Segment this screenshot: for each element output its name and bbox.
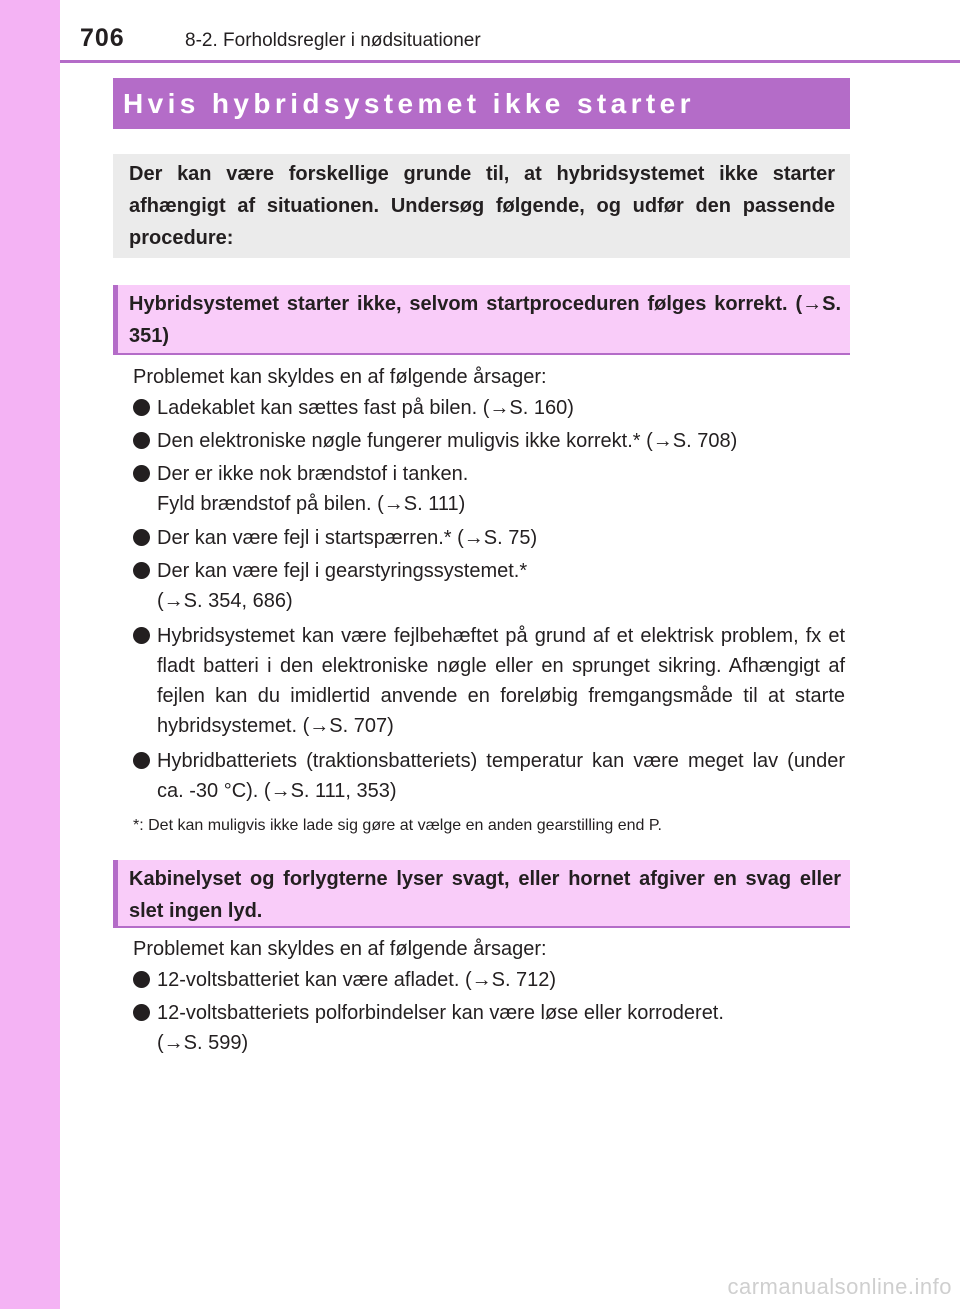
bullet-icon [133, 971, 150, 988]
bullet-icon [133, 465, 150, 482]
intro-text: Der kan være forskellige grunde til, at hybridsystemet ikke starter afhængigt af situationen. Undersøg følgende, og udfør den passende procedure: [129, 163, 835, 249]
section2-heading-box [113, 860, 850, 928]
section2-lead: Problemet kan skyldes en af følgende årsager: [133, 938, 547, 960]
footnote: *: Det kan muligvis ikke lade sig gøre at vælge en anden gearstilling end P. [133, 817, 662, 834]
list-item [133, 523, 845, 553]
section-path: 8-2. Forholdsregler i nødsituationer [185, 30, 481, 51]
page-header [0, 0, 960, 62]
list-item [133, 998, 845, 1058]
list-item-continuation: Fyld brændstof på bilen. (→S. 111) [157, 493, 466, 515]
section1-heading-box [113, 285, 850, 355]
list-item-text: Der kan være fejl i startspærren.* (→S. 75) [157, 527, 538, 549]
bullet-icon [133, 529, 150, 546]
bullet-icon [133, 399, 150, 416]
list-item-text: Der kan være fejl i gearstyringssystemet.* [157, 560, 528, 582]
section1-heading-bar [113, 285, 118, 353]
page-title-bar [113, 78, 850, 129]
list-item-continuation: (→S. 599) [157, 1032, 249, 1054]
list-item-text: Ladekablet kan sættes fast på bilen. (→S. 160) [157, 397, 574, 419]
list-item [133, 965, 845, 995]
list-item-text: Hybridsystemet kan være fejlbehæftet på grund af et elektrisk problem, fx et fladt batteri i den elektroniske nøgle eller en sprunget sikring. Afhængigt af fejlen kan du imidlertid anvende en foreløbig fremgangsmåde til at starte hybridsystemet. (→S. 707) [157, 625, 845, 737]
bullet-icon [133, 562, 150, 579]
bullet-icon [133, 627, 150, 644]
list-item-text: Der er ikke nok brændstof i tanken. [157, 463, 469, 485]
list-item-text: 12-voltsbatteriets polforbindelser kan være løse eller korroderet. [157, 1002, 724, 1024]
list-item [133, 746, 845, 806]
list-item [133, 621, 845, 741]
list-item-text: Den elektroniske nøgle fungerer muligvis ikke korrekt.* (→S. 708) [157, 430, 738, 452]
section2-heading: Kabinelyset og forlygterne lyser svagt, eller hornet afgiver en svag eller slet ingen lyd. [129, 868, 841, 922]
section1-heading: Hybridsystemet starter ikke, selvom startproceduren følges korrekt. (→S. 351) [129, 293, 841, 347]
watermark: carmanualsonline.info [727, 1274, 952, 1299]
left-margin-band [0, 0, 60, 1309]
list-item [133, 556, 845, 616]
bullet-icon [133, 1004, 150, 1021]
intro-box [113, 154, 850, 258]
header-rule [60, 60, 960, 63]
bullet-icon [133, 752, 150, 769]
list-item-text: Hybridbatteriets (traktionsbatteriets) temperatur kan være meget lav (under ca. -30 °C). (→S. 111, 353) [157, 750, 845, 802]
bullet-icon [133, 432, 150, 449]
section2-heading-bar [113, 860, 118, 926]
list-item [133, 393, 845, 423]
list-item [133, 426, 845, 456]
page-title: Hvis hybridsystemet ikke starter [123, 88, 695, 119]
list-item-text: 12-voltsbatteriet kan være afladet. (→S. 712) [157, 969, 557, 991]
page-number: 706 [80, 24, 125, 52]
section1-lead: Problemet kan skyldes en af følgende årsager: [133, 366, 547, 388]
list-item [133, 459, 845, 519]
list-item-continuation: (→S. 354, 686) [157, 590, 293, 612]
